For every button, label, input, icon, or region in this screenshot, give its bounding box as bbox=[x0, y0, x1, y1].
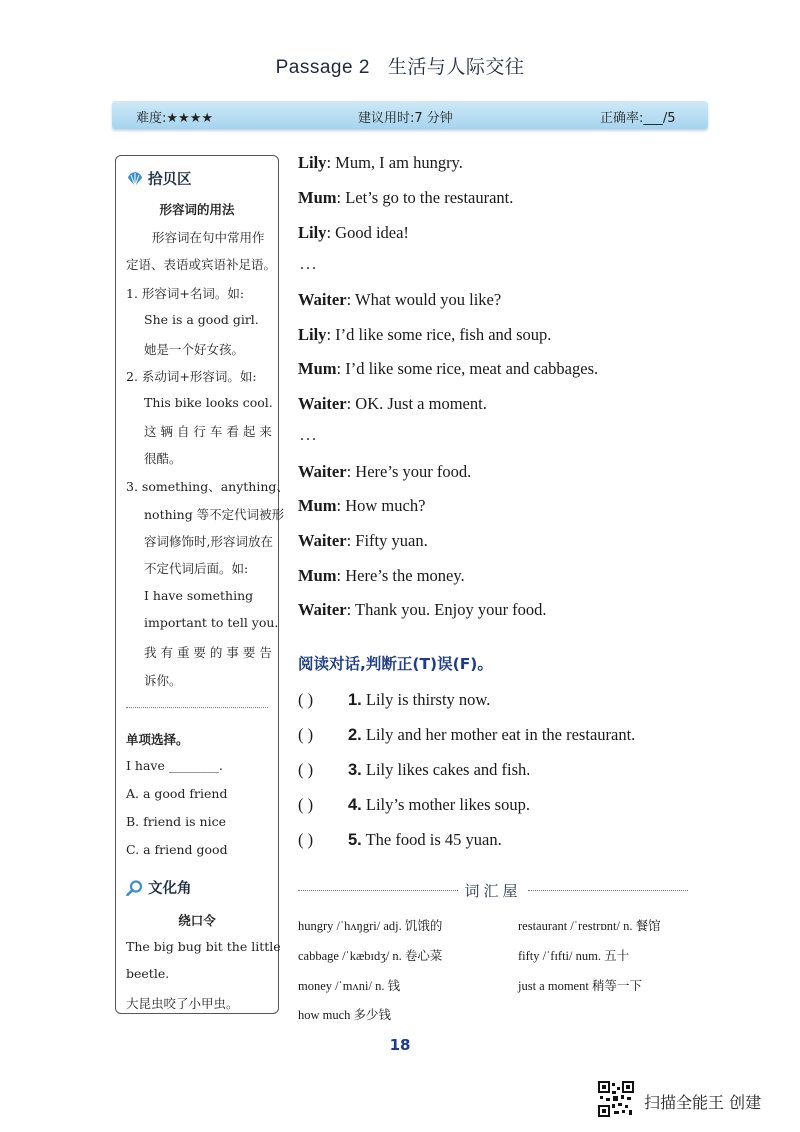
grammar-line: 很酷。 bbox=[144, 451, 182, 466]
grammar-line: She is a good girl. bbox=[144, 312, 259, 327]
task-instruction: 阅读对话,判断正(T)误(F)。 bbox=[298, 655, 493, 673]
difficulty-rating: 难度:★★★★ bbox=[136, 111, 213, 126]
vocab-item: hungry /ˈhʌŋgri/ adj. 饥饿的 bbox=[298, 919, 443, 933]
dialogue-line: Mum: Here’s the money. bbox=[298, 566, 465, 585]
dialogue-line: Mum: How much? bbox=[298, 496, 426, 515]
grammar-line: 容词修饰时,形容词放在 bbox=[144, 534, 273, 549]
dialogue-line: Waiter: OK. Just a moment. bbox=[298, 394, 487, 413]
grammar-title: 形容词的用法 bbox=[159, 202, 235, 217]
culture-section-heading: 文化角 bbox=[126, 877, 192, 898]
answer-blank[interactable]: ( ) bbox=[298, 760, 314, 779]
grammar-line: 不定代词后面。如: bbox=[144, 561, 249, 576]
magnifier-icon bbox=[126, 880, 144, 896]
answer-blank[interactable]: ( ) bbox=[298, 725, 314, 744]
dialogue-line: Mum: Let’s go to the restaurant. bbox=[298, 188, 514, 207]
passage-topic: 生活与人际交往 bbox=[387, 57, 525, 78]
page-number: 18 bbox=[389, 1036, 411, 1054]
question-item: ( ) 4. Lily’s mother likes soup. bbox=[298, 795, 530, 814]
vocab-section-heading: 词汇屋 bbox=[298, 880, 688, 900]
tongue-twister-en: beetle. bbox=[126, 966, 170, 981]
grammar-line: 我 有 重 要 的 事 要 告 bbox=[144, 645, 272, 660]
vocab-item: cabbage /ˈkæbɪdʒ/ n. 卷心菜 bbox=[298, 949, 443, 963]
grammar-line: 3. something、anything、 bbox=[126, 479, 289, 494]
grammar-line: This bike looks cool. bbox=[144, 395, 273, 410]
choice-question: I have ________. bbox=[126, 758, 223, 773]
choice-option: A. a good friend bbox=[126, 786, 228, 801]
info-bar bbox=[112, 101, 708, 129]
accuracy-rate: 正确率:___/5 bbox=[600, 111, 676, 126]
vocab-item: how much 多少钱 bbox=[298, 1008, 392, 1022]
passage-label: Passage 2 bbox=[275, 57, 370, 78]
dialogue-line: Lily: Good idea! bbox=[298, 223, 409, 242]
grammar-line: 2. 系动词+形容词。如: bbox=[126, 369, 257, 384]
passage-title bbox=[0, 52, 800, 79]
dialogue-line: Mum: I’d like some rice, meat and cabbages. bbox=[298, 359, 599, 378]
vocab-item: fifty /ˈfɪfti/ num. 五十 bbox=[518, 949, 630, 963]
answer-blank[interactable]: ( ) bbox=[298, 830, 314, 849]
grammar-line: 形容词在句中常用作 bbox=[152, 230, 265, 245]
vocab-item: money /ˈmʌni/ n. 钱 bbox=[298, 979, 401, 993]
question-item: ( ) 2. Lily and her mother eat in the restaurant. bbox=[298, 725, 636, 744]
qr-code-icon bbox=[598, 1081, 634, 1117]
question-item: ( ) 1. Lily is thirsty now. bbox=[298, 690, 491, 709]
suggested-time: 建议用时:7 分钟 bbox=[358, 111, 453, 126]
tongue-twister-title: 绕口令 bbox=[178, 913, 216, 928]
shell-section-heading: 拾贝区 bbox=[126, 168, 192, 189]
dialogue-line: Waiter: Here’s your food. bbox=[298, 462, 472, 481]
dialogue-line: Lily: Mum, I am hungry. bbox=[298, 153, 463, 172]
choice-option: C. a friend good bbox=[126, 842, 228, 857]
dialogue-line: Waiter: What would you like? bbox=[298, 290, 502, 309]
dialogue-line: Lily: I’d like some rice, fish and soup. bbox=[298, 325, 552, 344]
grammar-line: important to tell you. bbox=[144, 615, 279, 630]
ellipsis: ... bbox=[300, 427, 318, 444]
dialogue-line: Waiter: Fifty yuan. bbox=[298, 531, 428, 550]
grammar-line: 诉你。 bbox=[144, 673, 182, 688]
watermark-text: 扫描全能王 创建 bbox=[644, 1093, 762, 1112]
answer-blank[interactable]: ( ) bbox=[298, 795, 314, 814]
tongue-twister-zh: 大昆虫咬了小甲虫。 bbox=[126, 996, 239, 1011]
grammar-line: 定语、表语或宾语补足语。 bbox=[126, 257, 277, 272]
ellipsis: ... bbox=[300, 256, 318, 273]
choice-title: 单项选择。 bbox=[126, 732, 189, 747]
vocab-item: restaurant /ˈrestrɒnt/ n. 餐馆 bbox=[518, 919, 661, 933]
shell-icon bbox=[126, 171, 144, 187]
answer-blank[interactable]: ( ) bbox=[298, 690, 314, 709]
choice-option: B. friend is nice bbox=[126, 814, 226, 829]
grammar-line: nothing 等不定代词被形 bbox=[144, 507, 285, 522]
question-item: ( ) 3. Lily likes cakes and fish. bbox=[298, 760, 531, 779]
divider bbox=[126, 707, 268, 708]
grammar-line: I have something bbox=[144, 588, 254, 603]
dialogue-line: Waiter: Thank you. Enjoy your food. bbox=[298, 600, 547, 619]
tips-sidebar bbox=[115, 155, 289, 1014]
question-item: ( ) 5. The food is 45 yuan. bbox=[298, 830, 502, 849]
grammar-line: 1. 形容词+名词。如: bbox=[126, 286, 245, 301]
grammar-line: 这 辆 自 行 车 看 起 来 bbox=[144, 424, 272, 439]
tongue-twister-en: The big bug bit the little bbox=[126, 939, 281, 954]
grammar-line: 她是一个好女孩。 bbox=[144, 342, 245, 357]
vocab-item: just a moment 稍等一下 bbox=[518, 979, 642, 993]
